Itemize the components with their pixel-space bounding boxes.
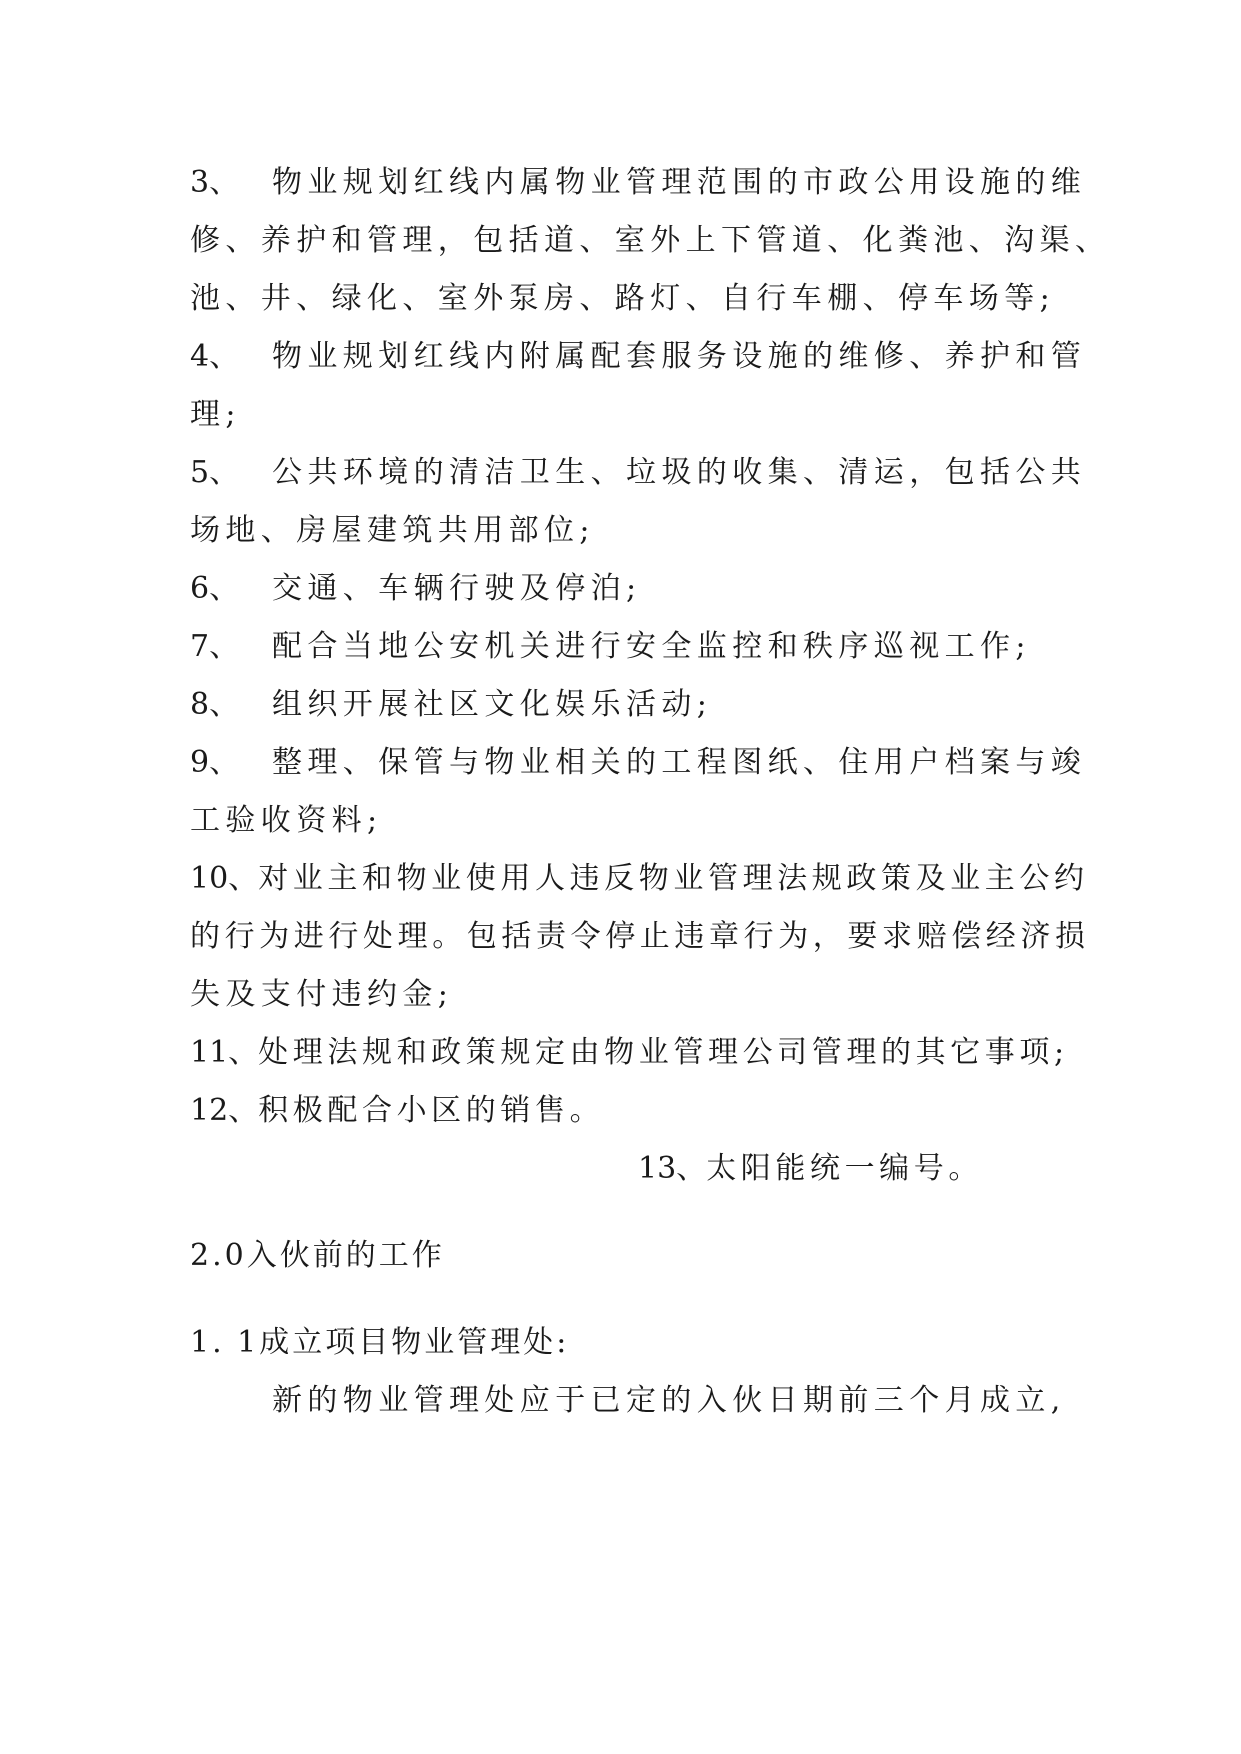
- item-number: 10、: [190, 861, 259, 896]
- item-text: 的行为进行处理。包括责令停止违章行为，要求赔偿经济损: [190, 919, 1090, 954]
- section-heading: 2.0入伙前的工作: [190, 1238, 445, 1273]
- list-item-5: [190, 453, 1087, 493]
- list-item-4-cont: [190, 395, 1070, 435]
- item-text: 物业规划红线内附属配套服务设施的维修、养护和管: [272, 339, 1087, 374]
- item-text: 太阳能统一编号。: [706, 1151, 983, 1186]
- item-text: 组织开展社区文化娱乐活动;: [272, 687, 713, 722]
- item-number: 13、: [638, 1151, 707, 1186]
- item-number: 6、: [190, 571, 240, 606]
- item-number: 3、: [190, 165, 240, 200]
- list-item-8: [190, 685, 1070, 725]
- list-item-4: [190, 337, 1087, 377]
- item-text: 池、井、绿化、室外泵房、路灯、自行车棚、停车场等;: [190, 281, 1056, 316]
- item-text: 工验收资料;: [190, 803, 383, 838]
- list-item-10: [190, 859, 1089, 899]
- list-item-3-cont: [190, 221, 1111, 261]
- item-text: 整理、保管与物业相关的工程图纸、住用户档案与竣: [272, 745, 1087, 780]
- list-item-9-cont: [190, 801, 1070, 841]
- list-item-7: [190, 627, 1070, 667]
- body-paragraph: 新的物业管理处应于已定的入伙日期前三个月成立,: [272, 1383, 1066, 1418]
- item-number: 12、: [190, 1093, 259, 1128]
- item-text: 积极配合小区的销售。: [258, 1093, 605, 1128]
- list-item-9: [190, 743, 1087, 783]
- item-number: 5、: [190, 455, 240, 490]
- list-item-11: [190, 1033, 1070, 1073]
- list-item-6: [190, 569, 1070, 609]
- item-text: 修、养护和管理，包括道、室外上下管道、化粪池、沟渠、: [190, 223, 1111, 258]
- item-number: 9、: [190, 745, 240, 780]
- list-item-13: [638, 1149, 1068, 1189]
- item-text: 失及支付违约金;: [190, 977, 454, 1012]
- list-item-3: [190, 163, 1087, 203]
- list-item-12: [190, 1091, 1070, 1131]
- item-number: 4、: [190, 339, 240, 374]
- item-number: 8、: [190, 687, 240, 722]
- item-text: 处理法规和政策规定由物业管理公司管理的其它事项;: [258, 1035, 1069, 1070]
- list-item-5-cont: [190, 511, 1070, 551]
- item-text: 对业主和物业使用人违反物业管理法规政策及业主公约: [258, 861, 1089, 896]
- list-item-3-cont: [190, 279, 1070, 319]
- item-text: 场地、房屋建筑共用部位;: [190, 513, 595, 548]
- item-text: 配合当地公安机关进行安全监控和秩序巡视工作;: [272, 629, 1031, 664]
- item-text: 公共环境的清洁卫生、垃圾的收集、清运，包括公共: [272, 455, 1087, 490]
- list-item-10-cont: [190, 917, 1090, 957]
- subsection-heading: 1. 1成立项目物业管理处:: [190, 1325, 570, 1360]
- item-number: 11、: [190, 1035, 259, 1070]
- item-text: 理;: [190, 397, 241, 432]
- item-text: 物业规划红线内属物业管理范围的市政公用设施的维: [272, 165, 1087, 200]
- list-item-10-cont: [190, 975, 1070, 1015]
- item-text: 交通、车辆行驶及停泊;: [272, 571, 642, 606]
- item-number: 7、: [190, 629, 240, 664]
